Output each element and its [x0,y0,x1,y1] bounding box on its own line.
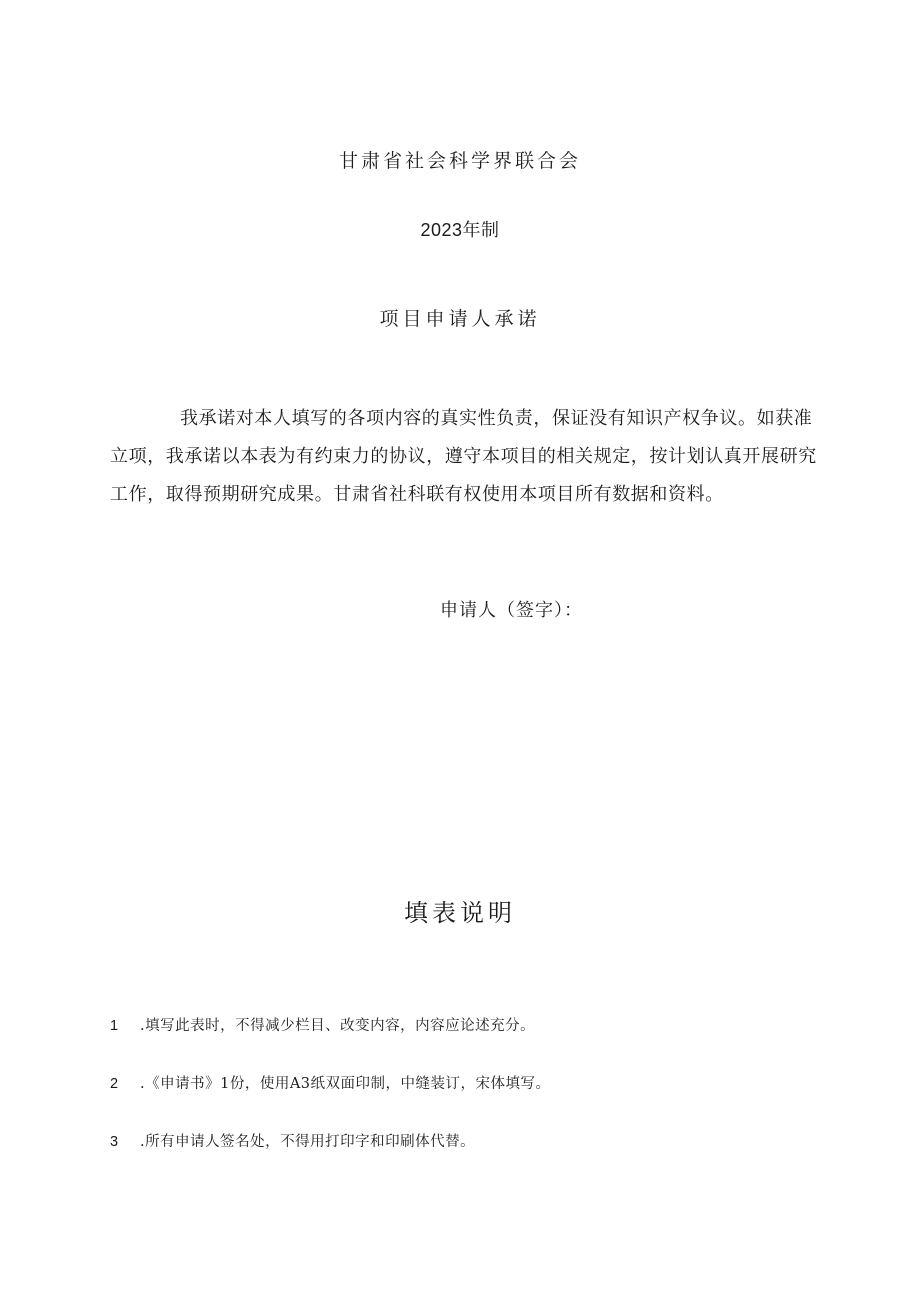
instruction-item [110,1072,551,1093]
year-produced: 2023年制 [420,220,500,240]
instruction-text: .《申请书》1份，使用A3纸双面印制，中缝装订，宋体填写。 [140,1076,551,1092]
signature-label: 申请人（签字）： [440,600,583,621]
pledge-title: 项目申请人承诺 [379,308,541,330]
pledge-line-2: 立项，我承诺以本表为有约束力的协议，遵守本项目的相关规定，按计划认真开展研究 [110,446,817,467]
instruction-text: .填写此表时，不得减少栏目、改变内容，内容应论述充分。 [140,1018,536,1034]
instruction-number: 1 [110,1018,119,1034]
instruction-text: .所有申请人签名处，不得用打印字和印刷体代替。 [140,1134,476,1150]
pledge-line-3: 工作，取得预期研究成果。甘肃省社科联有权使用本项目所有数据和资料。 [110,484,724,505]
organization-name: 甘肃省社会科学界联合会 [338,150,581,172]
instructions-title: 填表说明 [404,899,516,927]
instruction-item [110,1014,535,1035]
pledge-line-1: 我承诺对本人填写的各项内容的真实性负责，保证没有知识产权争议。如获准 [180,408,813,429]
instruction-item [110,1130,475,1151]
instruction-number: 3 [110,1134,119,1150]
instruction-number: 2 [110,1076,119,1092]
